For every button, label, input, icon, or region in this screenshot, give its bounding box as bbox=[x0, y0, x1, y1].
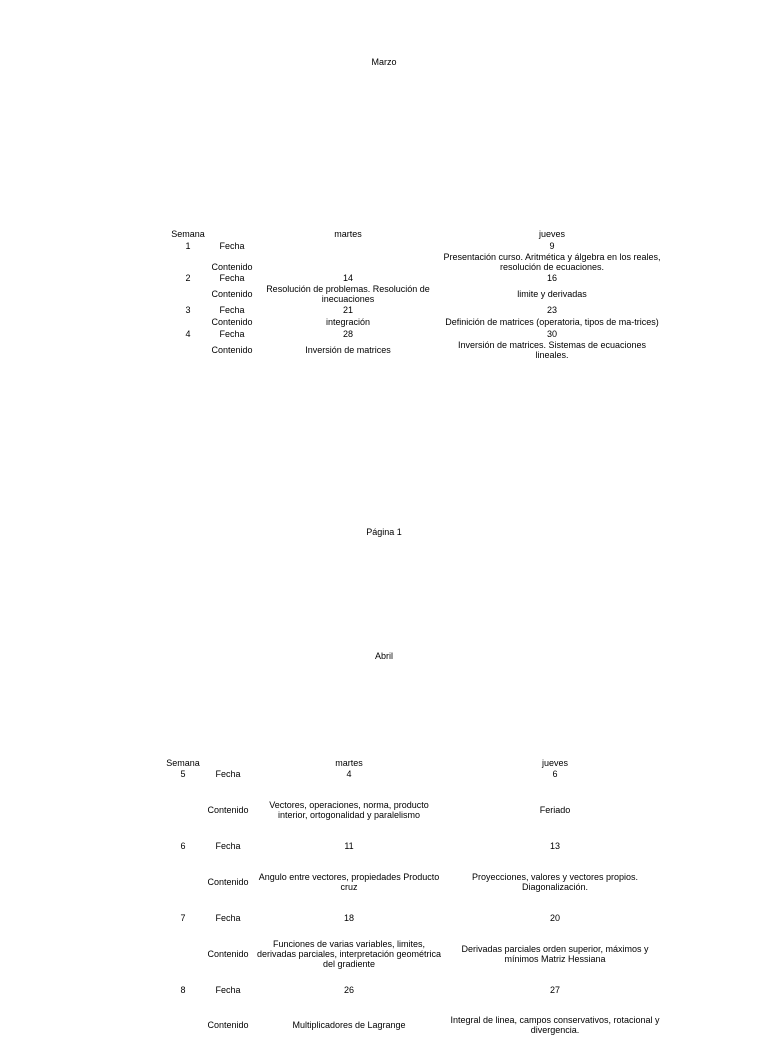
cell-label: Fecha bbox=[219, 241, 245, 251]
header-semana: Semana bbox=[171, 229, 205, 239]
cell-semana: 4 bbox=[185, 329, 191, 339]
cell-semana: 8 bbox=[180, 985, 186, 995]
cell-label: Fecha bbox=[219, 273, 245, 283]
cell-martes: Funciones de varias variables, limites, derivadas parciales, interpretación geométrica del gradiente bbox=[256, 939, 442, 969]
cell-martes: 4 bbox=[346, 769, 352, 779]
page-number-footer: Página 1 bbox=[366, 527, 402, 537]
cell-martes: 28 bbox=[342, 329, 353, 339]
month-title-marzo: Marzo bbox=[371, 57, 397, 67]
cell-label: Fecha bbox=[215, 841, 241, 851]
header-jueves: jueves bbox=[538, 229, 565, 239]
cell-martes: 26 bbox=[343, 985, 354, 995]
cell-jueves: Inversión de matrices. Sistemas de ecuaciones lineales. bbox=[457, 340, 647, 360]
cell-jueves: 23 bbox=[546, 305, 557, 315]
header-martes: martes bbox=[334, 229, 362, 239]
cell-label: Contenido bbox=[207, 1020, 249, 1030]
header-semana: Semana bbox=[166, 758, 200, 768]
cell-label: Contenido bbox=[207, 949, 249, 959]
cell-label: Fecha bbox=[215, 985, 241, 995]
cell-jueves: 13 bbox=[549, 841, 560, 851]
cell-martes: 14 bbox=[342, 273, 353, 283]
schedule-table-marzo bbox=[168, 228, 664, 360]
cell-jueves: 16 bbox=[546, 273, 557, 283]
cell-semana: 1 bbox=[185, 241, 191, 251]
cell-label: Contenido bbox=[211, 317, 253, 327]
cell-martes: Inversión de matrices bbox=[305, 345, 391, 355]
cell-label: Contenido bbox=[211, 262, 253, 272]
cell-label: Contenido bbox=[211, 289, 253, 299]
cell-semana: 5 bbox=[180, 769, 186, 779]
cell-jueves: Derivadas parciales orden superior, máximos y mínimos Matriz Hessiana bbox=[461, 944, 649, 964]
cell-semana: 2 bbox=[185, 273, 191, 283]
cell-martes: 11 bbox=[344, 841, 354, 851]
cell-jueves: limite y derivadas bbox=[517, 289, 587, 299]
header-martes: martes bbox=[335, 758, 363, 768]
cell-label: Fecha bbox=[219, 305, 245, 315]
cell-martes: Angulo entre vectores, propiedades Producto cruz bbox=[258, 872, 440, 892]
month-title-abril: Abril bbox=[374, 651, 393, 661]
schedule-table-abril bbox=[163, 758, 665, 1054]
cell-semana: 3 bbox=[185, 305, 191, 315]
cell-label: Contenido bbox=[207, 877, 249, 887]
cell-label: Fecha bbox=[215, 769, 241, 779]
cell-jueves: Presentación curso. Aritmética y álgebra en los reales, resolución de ecuaciones. bbox=[443, 252, 661, 272]
cell-semana: 7 bbox=[180, 913, 186, 923]
cell-semana: 6 bbox=[180, 841, 186, 851]
cell-martes: Vectores, operaciones, norma, producto interior, ortogonalidad y paralelismo bbox=[269, 800, 429, 820]
cell-jueves: Integral de linea, campos conservativos, rotacional y divergencia. bbox=[450, 1015, 660, 1035]
cell-jueves: 6 bbox=[552, 769, 558, 779]
cell-jueves: 20 bbox=[549, 913, 560, 923]
cell-jueves: Proyecciones, valores y vectores propios. Diagonalización. bbox=[471, 872, 639, 892]
cell-martes: Multiplicadores de Lagrange bbox=[292, 1020, 406, 1030]
cell-label: Fecha bbox=[219, 329, 245, 339]
cell-martes: integración bbox=[325, 317, 371, 327]
cell-jueves: 30 bbox=[546, 329, 557, 339]
cell-label: Fecha bbox=[215, 913, 241, 923]
cell-martes: 21 bbox=[342, 305, 353, 315]
cell-jueves: Feriado bbox=[539, 805, 571, 815]
cell-jueves: 27 bbox=[549, 985, 560, 995]
cell-martes: Resolución de problemas. Resolución de inecuaciones bbox=[266, 284, 430, 304]
cell-martes: 18 bbox=[343, 913, 354, 923]
cell-label: Contenido bbox=[211, 345, 253, 355]
cell-label: Contenido bbox=[207, 805, 249, 815]
cell-jueves: 9 bbox=[549, 241, 555, 251]
header-jueves: jueves bbox=[541, 758, 568, 768]
cell-jueves: Definición de matrices (operatoria, tipos de ma-trices) bbox=[445, 317, 659, 327]
